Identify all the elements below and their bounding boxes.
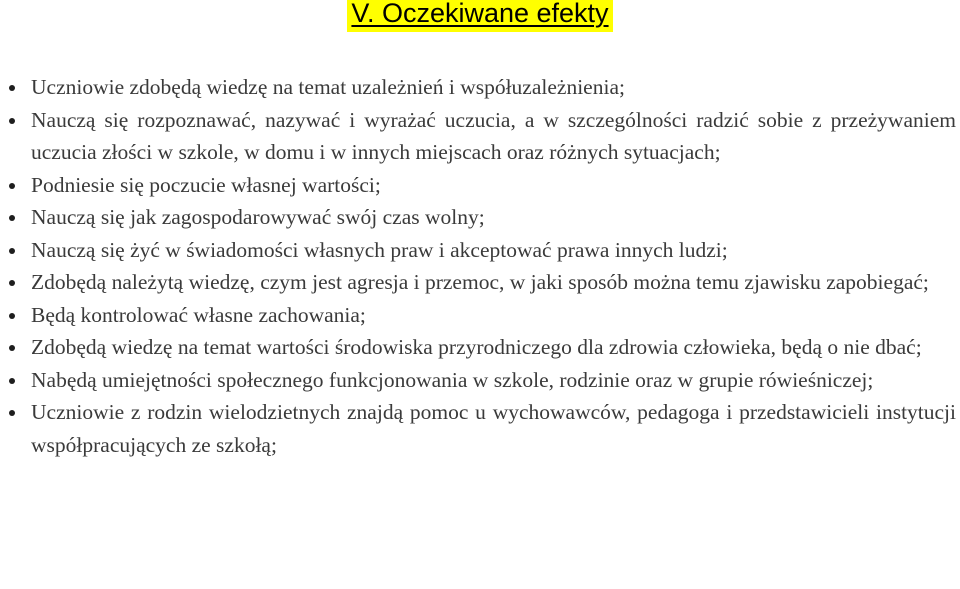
list-item-text: Nauczą się jak zagospodarowywać swój czas wolny; [31, 205, 485, 229]
bullet-icon [9, 118, 15, 124]
list-item-text: Zdobędą należytą wiedzę, czym jest agresja i przemoc, w jaki sposób można temu zjawisku zapobiegać; [31, 270, 929, 294]
bullet-icon [9, 410, 15, 416]
bullet-icon [9, 183, 15, 189]
section-heading [0, 0, 960, 32]
list-item [0, 396, 960, 461]
list-item-text: Nabędą umiejętności społecznego funkcjonowania w szkole, rodzinie oraz w grupie rówieśniczej; [31, 367, 874, 392]
list-item-text: Uczniowie z rodzin wielodzietnych znajdą pomoc u wychowawców, pedagoga i przedstawicieli instytucji współpracujących ze szkołą; [31, 400, 956, 457]
list-item-text: Nauczą się rozpoznawać, nazywać i wyrażać uczucia, a w szczególności radzić sobie z przeżywaniem uczucia złości w szkole, w domu i w innych miejscach oraz różnych sytuacjach; [31, 107, 956, 164]
list-item [0, 299, 960, 332]
expected-effects-list [0, 71, 960, 461]
list-item [0, 169, 960, 202]
bullet-icon [9, 313, 15, 319]
list-item [0, 234, 960, 267]
list-item [0, 71, 960, 104]
list-item [0, 364, 960, 397]
list-item-text: Będą kontrolować własne zachowania; [31, 302, 366, 327]
list-item [0, 104, 960, 169]
bullet-icon [9, 248, 15, 254]
list-item [0, 266, 960, 299]
list-item-text: Zdobędą wiedzę na temat wartości środowiska przyrodniczego dla zdrowia człowieka, będą o nie dbać; [31, 335, 922, 359]
bullet-icon [9, 85, 15, 91]
heading-text: V. Oczekiwane efekty [347, 0, 612, 32]
list-item [0, 331, 960, 364]
list-item-text: Nauczą się żyć w świadomości własnych praw i akceptować prawa innych ludzi; [31, 237, 728, 262]
list-item-text: Podniesie się poczucie własnej wartości; [31, 172, 381, 197]
bullet-icon [9, 345, 15, 351]
bullet-icon [9, 280, 15, 286]
bullet-icon [9, 215, 15, 221]
list-item [0, 201, 960, 234]
list-item-text: Uczniowie zdobędą wiedzę na temat uzależnień i współuzależnienia; [31, 75, 625, 99]
bullet-icon [9, 378, 15, 384]
